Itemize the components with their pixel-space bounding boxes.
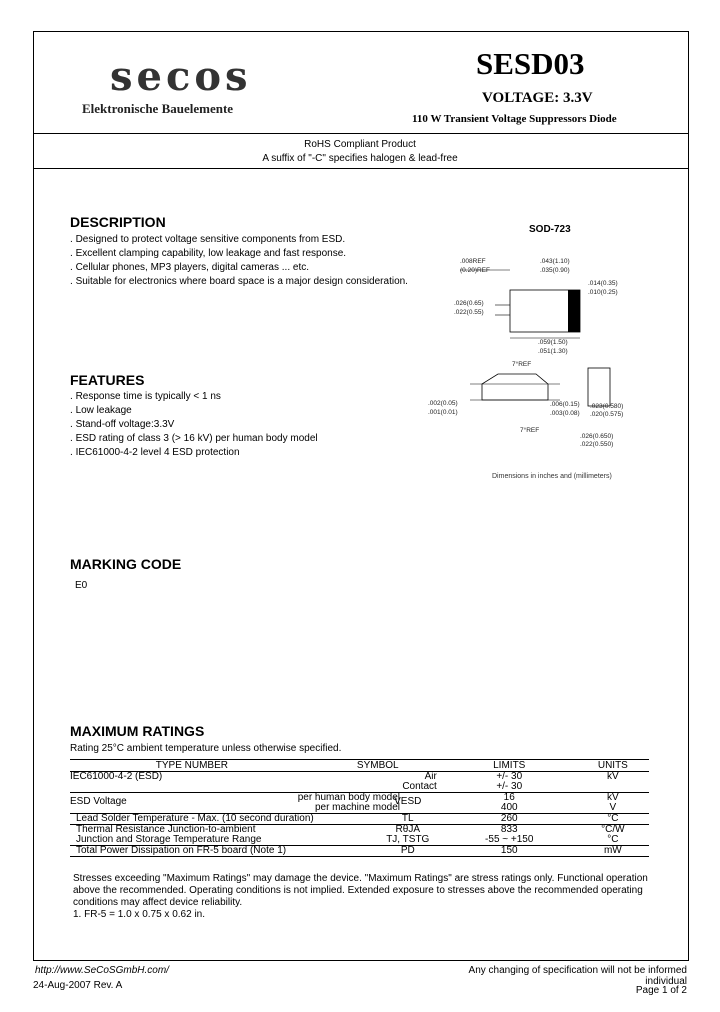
table-cell: °C/W: [577, 825, 649, 836]
dim-label: .020(0.575): [590, 411, 624, 418]
table-row: [70, 772, 649, 793]
list-item: . Stand-off voltage:3.3V: [70, 418, 318, 432]
description-heading: DESCRIPTION: [70, 214, 166, 230]
list-item: . Response time is typically < 1 ns: [70, 390, 318, 404]
table-cell: TJ, TSTG: [386, 834, 430, 845]
ratings-note: Rating 25°C ambient temperature unless otherwise specified.: [70, 743, 342, 754]
column-header: UNITS: [577, 760, 649, 772]
rohs-line2: A suffix of "-C" specifies halogen & lead-free: [262, 153, 458, 164]
list-item: . Excellent clamping capability, low leakage and fast response.: [70, 247, 408, 261]
dim-label: .002(0.05): [428, 400, 458, 407]
company-name: Elektronische Bauelemente: [82, 101, 234, 116]
table-cell: TL: [314, 814, 442, 825]
website-link[interactable]: http://www.SeCoSGmbH.com/: [35, 965, 169, 976]
ratings-heading: MAXIMUM RATINGS: [70, 723, 205, 739]
table-cell: [442, 772, 577, 793]
table-cell-text: +/- 30: [496, 771, 523, 782]
dim-label: .026(0.65): [454, 300, 484, 307]
dim-label: .006(0.15): [550, 401, 580, 408]
table-cell: [442, 793, 577, 814]
features-heading: FEATURES: [70, 372, 145, 388]
company-logo: secos: [110, 53, 252, 100]
column-header: SYMBOL: [314, 760, 442, 772]
table-row: [70, 793, 649, 814]
table-cell: RθJA: [314, 825, 442, 836]
table-cell-text: per machine model: [314, 802, 400, 813]
page-number: Page 1 of 2: [635, 985, 687, 996]
dim-label: .023(0.580): [590, 403, 624, 410]
rohs-line1: RoHS Compliant Product: [304, 139, 416, 150]
list-item: . Low leakage: [70, 404, 318, 418]
note-1: 1. FR-5 = 1.0 x 0.75 x 0.62 in.: [73, 909, 206, 920]
table-cell-text: per human body model: [297, 792, 400, 803]
column-header: LIMITS: [442, 760, 577, 772]
table-cell: [314, 772, 442, 793]
table-row: [70, 835, 649, 846]
table-cell: 260: [442, 814, 577, 825]
table-cell: VESD: [314, 793, 442, 814]
table-cell-text: +/- 30: [496, 781, 523, 792]
table-cell: 833: [442, 825, 577, 836]
list-item: . Designed to protect voltage sensitive components from ESD.: [70, 233, 408, 247]
table-cell: mW: [577, 846, 649, 857]
table-cell: °C: [577, 814, 649, 825]
table-row: [70, 814, 649, 825]
table-cell-text: kV: [607, 792, 619, 803]
part-number: SESD03: [476, 46, 585, 81]
dim-label: .035(0.90): [540, 267, 570, 274]
disclaimer: Any changing of specification will not be informed individual: [468, 965, 687, 987]
table-cell: Lead Solder Temperature - Max. (10 second duration): [70, 814, 314, 825]
table-cell-text: V: [609, 802, 617, 813]
dim-label: 7°REF: [520, 427, 540, 434]
date-revision: 24-Aug-2007 Rev. A: [33, 980, 123, 991]
dim-label: .059(1.50): [538, 339, 568, 346]
table-cell-text: Contact: [402, 781, 437, 792]
table-row: [70, 846, 649, 857]
list-item: . Suitable for electronics where board space is a major design consideration.: [70, 275, 408, 289]
table-cell: Thermal Resistance Junction-to-ambient: [70, 825, 314, 836]
table-cell: [70, 772, 314, 793]
rohs-divider: [33, 168, 689, 169]
list-item: . IEC61000-4-2 level 4 ESD protection: [70, 446, 318, 460]
column-header: TYPE NUMBER: [70, 760, 314, 772]
voltage-rating: VOLTAGE: 3.3V: [482, 90, 593, 106]
ratings-table: [70, 759, 649, 857]
dim-label: (0.20)REF: [460, 267, 490, 274]
table-cell-text: 400: [500, 802, 518, 813]
table-cell: kV: [607, 771, 619, 782]
stress-notes-text: Stresses exceeding "Maximum Ratings" may damage the device. "Maximum Ratings" are stress ratings only. Functional operation above the recommended. Operating conditions is not implied. Extended exposure to stresses above the recommended operating conditions may affect device reliability.: [73, 873, 648, 908]
list-item: . Cellular phones, MP3 players, digital cameras ... etc.: [70, 261, 408, 275]
table-cell-text: ESD Voltage: [70, 796, 127, 807]
dim-label: .022(0.550): [580, 441, 614, 448]
table-cell: Total Power Dissipation on FR-5 board (Note 1): [70, 846, 314, 857]
dim-label: .043(1.10): [540, 258, 570, 265]
description-list: [70, 233, 408, 289]
table-cell: 150: [442, 846, 577, 857]
stress-notes: [73, 873, 653, 921]
marking-code: E0: [75, 580, 88, 591]
table-cell: -55 ~ +150: [485, 834, 534, 845]
dim-label: .022(0.55): [454, 309, 484, 316]
dim-label: .014(0.35): [588, 280, 618, 287]
table-cell: PD: [314, 846, 442, 857]
table-cell: [70, 792, 400, 814]
table-cell-text: 16: [503, 792, 515, 803]
marking-heading: MARKING CODE: [70, 556, 182, 572]
dimensions-note: Dimensions in inches and (millimeters): [492, 473, 612, 480]
dim-label: 7°REF: [512, 361, 532, 368]
table-cell-text: Air: [424, 771, 437, 782]
table-cell: [577, 793, 649, 814]
dim-label: .008REF: [460, 258, 486, 265]
table-cell: °C: [607, 834, 619, 845]
dim-label: .026(0.650): [580, 433, 614, 440]
package-outline-drawing: [428, 250, 640, 470]
dim-label: .003(0.08): [550, 410, 580, 417]
table-header-row: [70, 760, 649, 772]
dim-label: .051(1.30): [538, 348, 568, 355]
features-list: [70, 390, 318, 460]
package-name: SOD-723: [529, 224, 571, 235]
dim-label: .010(0.25): [588, 289, 618, 296]
table-cell-text: IEC61000-4-2 (ESD): [70, 771, 163, 782]
table-cell: Junction and Storage Temperature Range: [76, 834, 262, 845]
header-divider: [33, 133, 689, 134]
list-item: . ESD rating of class 3 (> 16 kV) per human body model: [70, 432, 318, 446]
dim-label: .001(0.01): [428, 409, 458, 416]
product-subtitle: 110 W Transient Voltage Suppressors Diode: [412, 113, 617, 125]
